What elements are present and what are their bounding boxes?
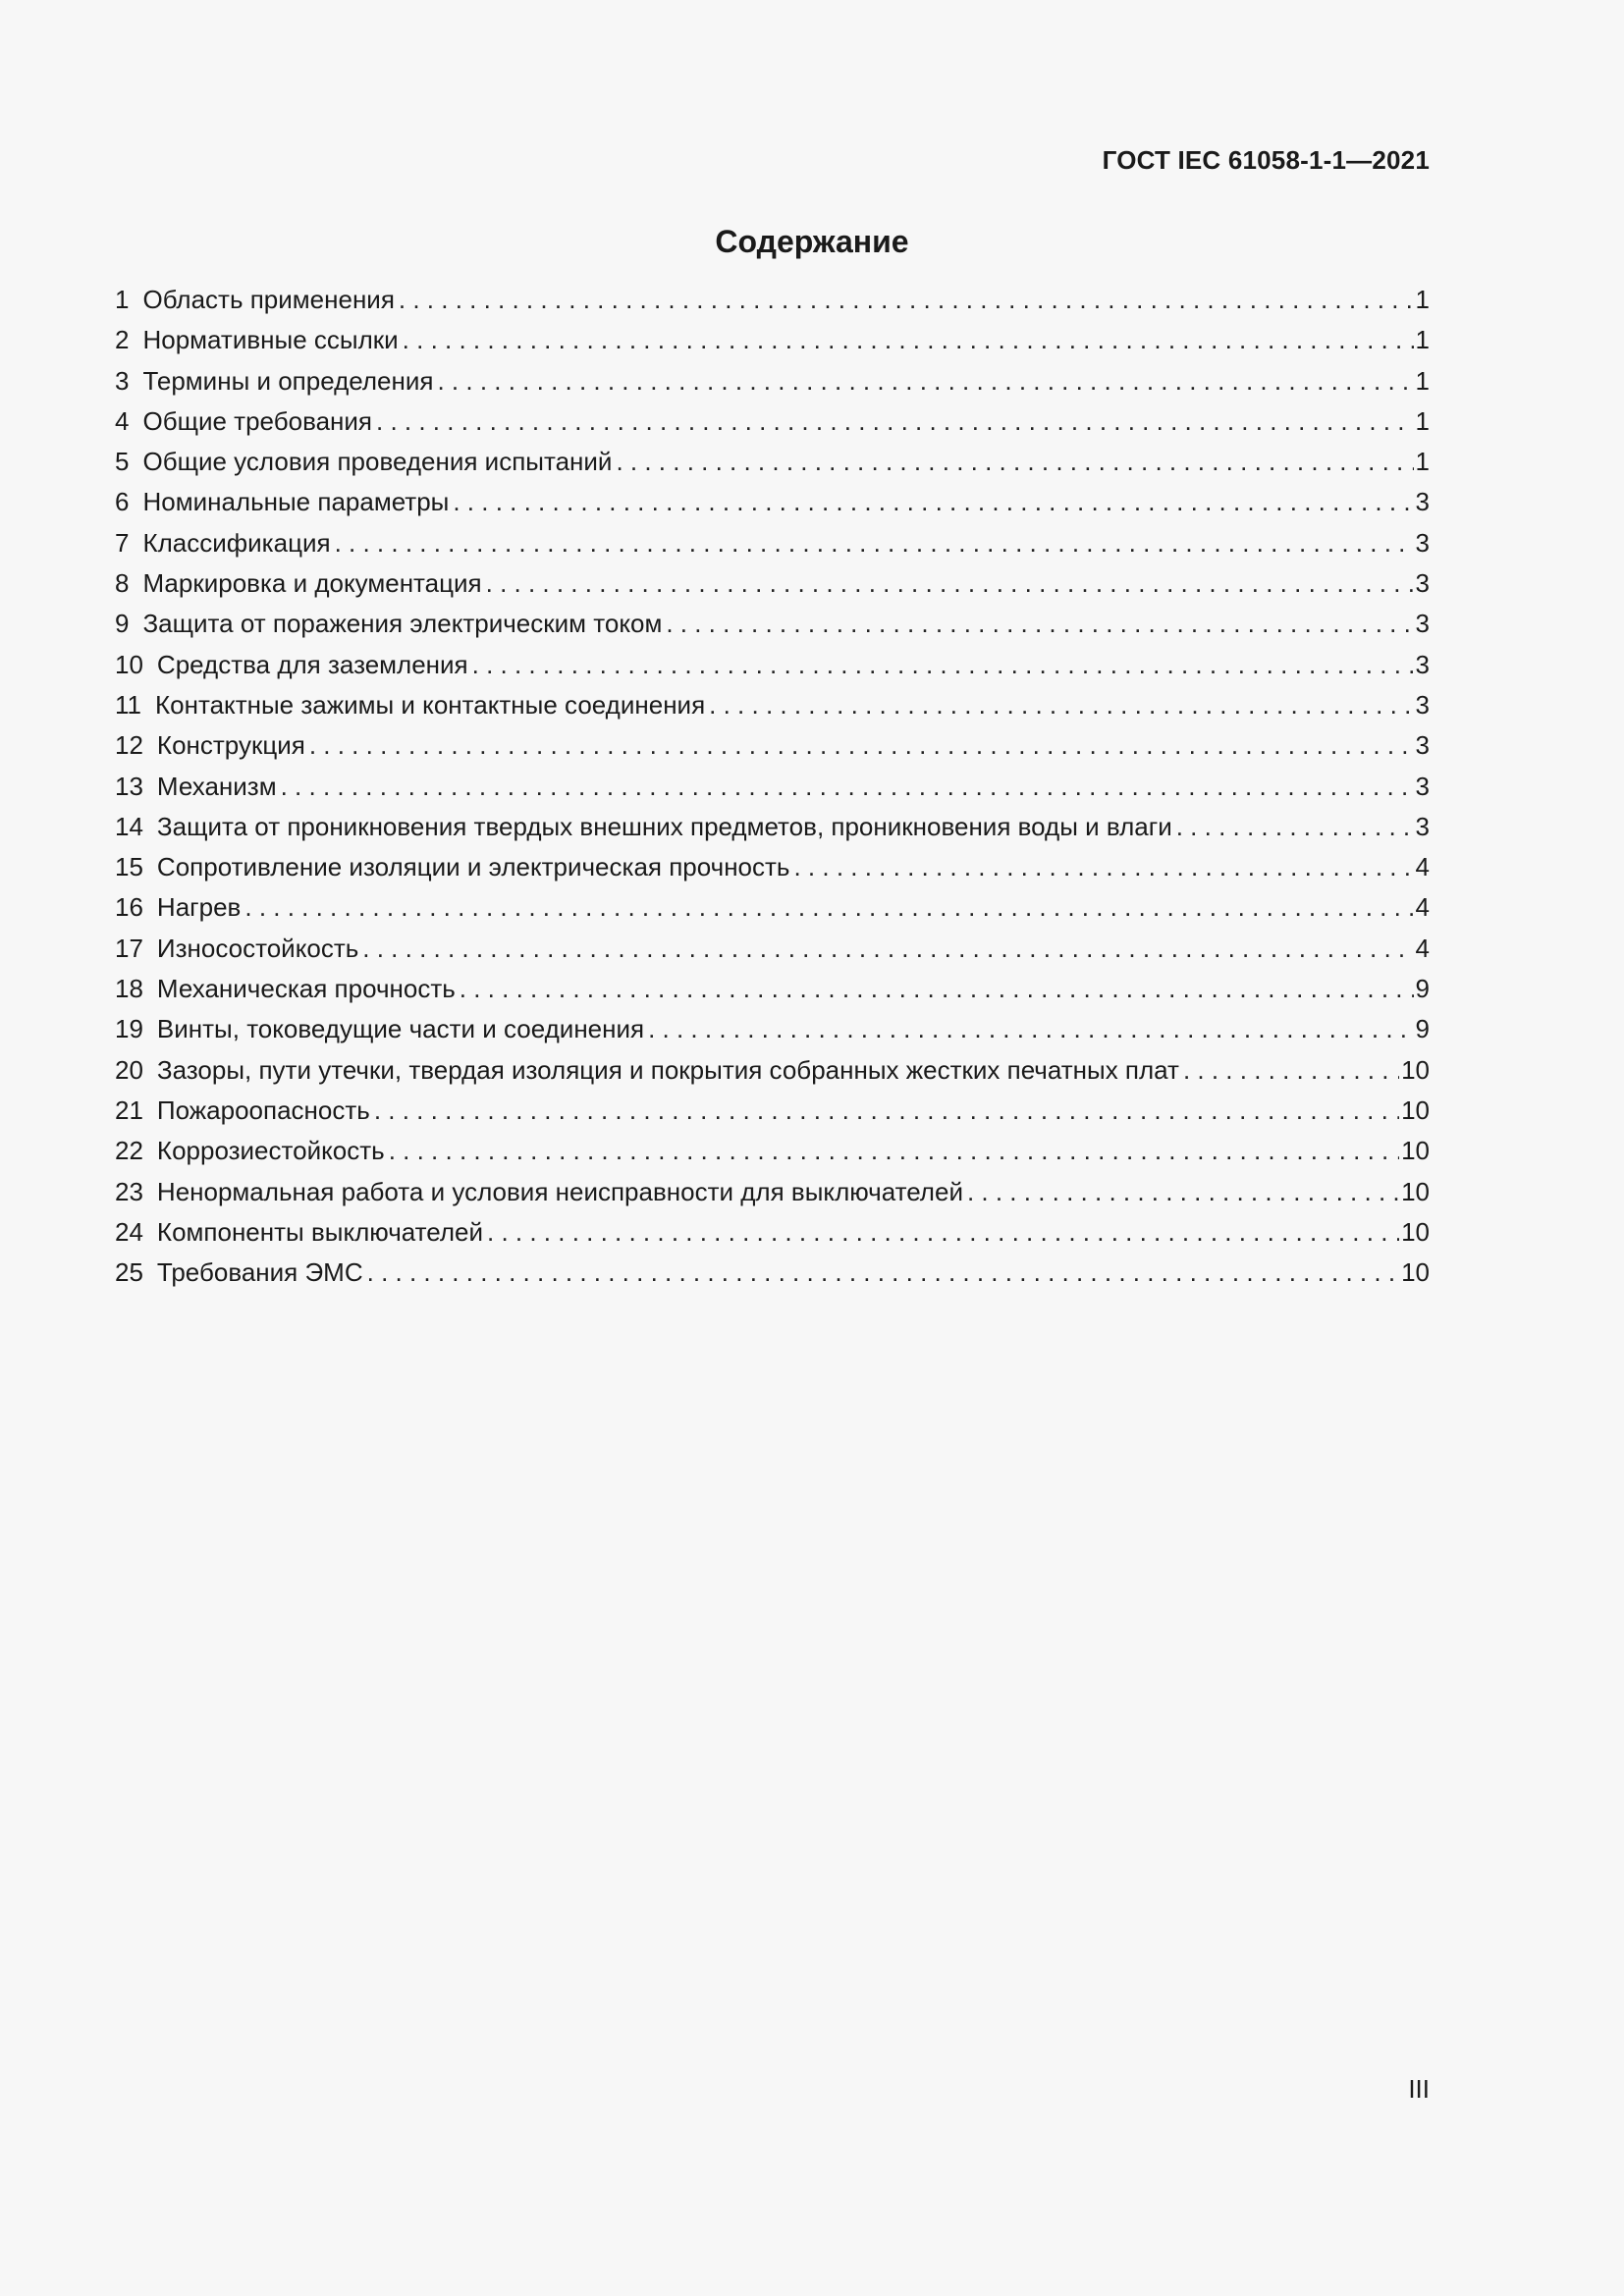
toc-entry-page: 4 [1415, 852, 1430, 882]
toc-entry-page: 10 [1401, 1176, 1430, 1206]
toc-entry[interactable] [115, 609, 1430, 649]
toc-dot-leader [616, 447, 1413, 477]
toc-entry-number: 3 [115, 365, 130, 396]
toc-entry-number: 20 [115, 1054, 143, 1085]
toc-entry[interactable] [115, 366, 1430, 406]
toc-entry-page: 3 [1415, 689, 1430, 720]
toc-entry-number: 4 [115, 405, 130, 436]
toc-entry-number: 19 [115, 1014, 143, 1044]
toc-entry-label: Классификация [142, 527, 331, 558]
toc-entry[interactable] [115, 568, 1430, 609]
toc-entry[interactable] [115, 1055, 1430, 1095]
toc-entry-number: 13 [115, 771, 143, 801]
toc-entry-number: 21 [115, 1095, 143, 1125]
toc-entry-number: 17 [115, 933, 143, 963]
toc-entry[interactable] [115, 730, 1430, 771]
toc-dot-leader [374, 1095, 1399, 1126]
toc-entry-label: Защита от проникновения твердых внешних предметов, проникновения воды и влаги [156, 811, 1172, 841]
toc-entry-label: Маркировка и документация [142, 568, 482, 599]
toc-entry-label: Общие условия проведения испытаний [142, 447, 613, 477]
toc-entry-label: Винты, токоведущие части и соединения [156, 1014, 645, 1044]
toc-dot-leader [666, 609, 1413, 639]
toc-entry[interactable] [115, 406, 1430, 447]
toc-entry[interactable] [115, 1217, 1430, 1257]
toc-dot-leader [487, 1217, 1399, 1248]
toc-entry[interactable] [115, 934, 1430, 974]
toc-entry-number: 7 [115, 527, 130, 558]
toc-dot-leader [389, 1136, 1399, 1166]
toc-entry-label: Износостойкость [156, 933, 359, 963]
toc-entry-page: 3 [1415, 771, 1430, 801]
toc-entry-page: 4 [1415, 892, 1430, 923]
toc-entry-page: 1 [1415, 285, 1430, 314]
toc-dot-leader [244, 892, 1413, 923]
toc-entry[interactable] [115, 1136, 1430, 1176]
toc-entry-page: 3 [1415, 527, 1430, 558]
toc-dot-leader [281, 772, 1414, 802]
toc-entry-number: 18 [115, 974, 143, 1004]
toc-dot-leader [1176, 812, 1414, 842]
toc-entry[interactable] [115, 1177, 1430, 1217]
toc-entry-page: 3 [1415, 649, 1430, 679]
toc-entry-number: 2 [115, 325, 130, 355]
toc-entry-number: 16 [115, 892, 143, 923]
toc-entry-label: Средства для заземления [156, 649, 468, 679]
toc-entry-label: Контактные зажимы и контактные соединения [155, 689, 706, 720]
toc-entry-label: Требования ЭМС [156, 1257, 363, 1288]
toc-entry-page: 1 [1415, 405, 1430, 436]
toc-entry-number: 8 [115, 568, 130, 599]
toc-entry-number: 12 [115, 730, 143, 761]
toc-entry-page: 9 [1415, 974, 1430, 1004]
toc-entry-page: 10 [1401, 1136, 1430, 1166]
toc-entry-label: Область применения [142, 285, 395, 314]
toc-entry-page: 3 [1415, 730, 1430, 761]
toc-dot-leader [1183, 1055, 1399, 1086]
toc-entry-page: 3 [1415, 487, 1430, 517]
table-of-contents [115, 285, 1430, 1298]
toc-entry-page: 10 [1401, 1095, 1430, 1125]
toc-entry-page: 4 [1415, 933, 1430, 963]
toc-dot-leader [367, 1257, 1399, 1288]
toc-entry[interactable] [115, 1014, 1430, 1054]
toc-entry-page: 9 [1415, 1014, 1430, 1044]
toc-entry-page: 10 [1401, 1054, 1430, 1085]
toc-entry-label: Механизм [156, 771, 277, 801]
toc-entry[interactable] [115, 325, 1430, 365]
toc-entry[interactable] [115, 1257, 1430, 1298]
toc-entry-page: 1 [1415, 325, 1430, 355]
toc-entry-number: 23 [115, 1176, 143, 1206]
toc-entry-page: 3 [1415, 609, 1430, 639]
toc-entry-number: 9 [115, 609, 130, 639]
toc-entry[interactable] [115, 528, 1430, 568]
toc-dot-leader [709, 690, 1413, 721]
toc-title: Содержание [715, 224, 909, 259]
toc-dot-leader [362, 934, 1413, 964]
toc-entry-number: 10 [115, 649, 143, 679]
toc-dot-leader [399, 285, 1414, 315]
toc-dot-leader [648, 1014, 1413, 1044]
toc-entry-page: 10 [1401, 1257, 1430, 1288]
toc-entry[interactable] [115, 772, 1430, 812]
toc-dot-leader [309, 730, 1414, 761]
toc-entry-label: Зазоры, пути утечки, твердая изоляция и покрытия собранных жестких печатных плат [156, 1054, 1179, 1085]
toc-entry-page: 3 [1415, 568, 1430, 599]
toc-dot-leader [472, 650, 1414, 680]
toc-dot-leader [437, 366, 1413, 397]
toc-dot-leader [376, 406, 1414, 437]
toc-dot-leader [335, 528, 1414, 559]
toc-entry-page: 1 [1415, 447, 1430, 477]
toc-dot-leader [793, 852, 1413, 882]
toc-entry-page: 10 [1401, 1216, 1430, 1247]
toc-entry[interactable] [115, 447, 1430, 487]
page-number: III [1408, 2074, 1430, 2104]
toc-entry-label: Компоненты выключателей [156, 1216, 484, 1247]
toc-entry-label: Нагрев [156, 892, 242, 923]
toc-entry-label: Защита от поражения электрическим током [142, 609, 663, 639]
toc-entry[interactable] [115, 974, 1430, 1014]
toc-entry[interactable] [115, 812, 1430, 852]
toc-entry-number: 25 [115, 1257, 143, 1288]
toc-entry-number: 15 [115, 852, 143, 882]
toc-entry[interactable] [115, 1095, 1430, 1136]
toc-entry-page: 1 [1415, 365, 1430, 396]
toc-entry-label: Механическая прочность [156, 974, 456, 1004]
document-code: ГОСТ IEC 61058-1-1—2021 [1102, 145, 1430, 175]
toc-entry-page: 3 [1415, 811, 1430, 841]
toc-entry-number: 5 [115, 447, 130, 477]
toc-entry-number: 14 [115, 811, 143, 841]
toc-dot-leader [967, 1177, 1399, 1207]
toc-entry-number: 22 [115, 1136, 143, 1166]
toc-entry-label: Ненормальная работа и условия неисправности для выключателей [156, 1176, 963, 1206]
toc-entry[interactable] [115, 285, 1430, 325]
toc-entry-number: 11 [115, 689, 141, 720]
toc-entry-number: 1 [115, 285, 130, 314]
toc-entry-label: Общие требования [142, 405, 373, 436]
toc-dot-leader [486, 568, 1414, 599]
toc-dot-leader [460, 974, 1414, 1004]
toc-entry-label: Конструкция [156, 730, 305, 761]
toc-entry-label: Коррозиестойкость [156, 1136, 385, 1166]
toc-entry-label: Сопротивление изоляции и электрическая прочность [156, 852, 790, 882]
toc-entry-label: Нормативные ссылки [142, 325, 399, 355]
toc-entry[interactable] [115, 690, 1430, 730]
toc-entry-number: 6 [115, 487, 130, 517]
toc-entry-label: Термины и определения [142, 365, 434, 396]
toc-entry[interactable] [115, 650, 1430, 690]
toc-entry[interactable] [115, 487, 1430, 527]
toc-entry-number: 24 [115, 1216, 143, 1247]
toc-dot-leader [403, 325, 1414, 355]
toc-entry-label: Номинальные параметры [142, 487, 450, 517]
toc-dot-leader [453, 487, 1413, 517]
toc-entry-label: Пожароопасность [156, 1095, 370, 1125]
toc-entry[interactable] [115, 892, 1430, 933]
toc-entry[interactable] [115, 852, 1430, 892]
